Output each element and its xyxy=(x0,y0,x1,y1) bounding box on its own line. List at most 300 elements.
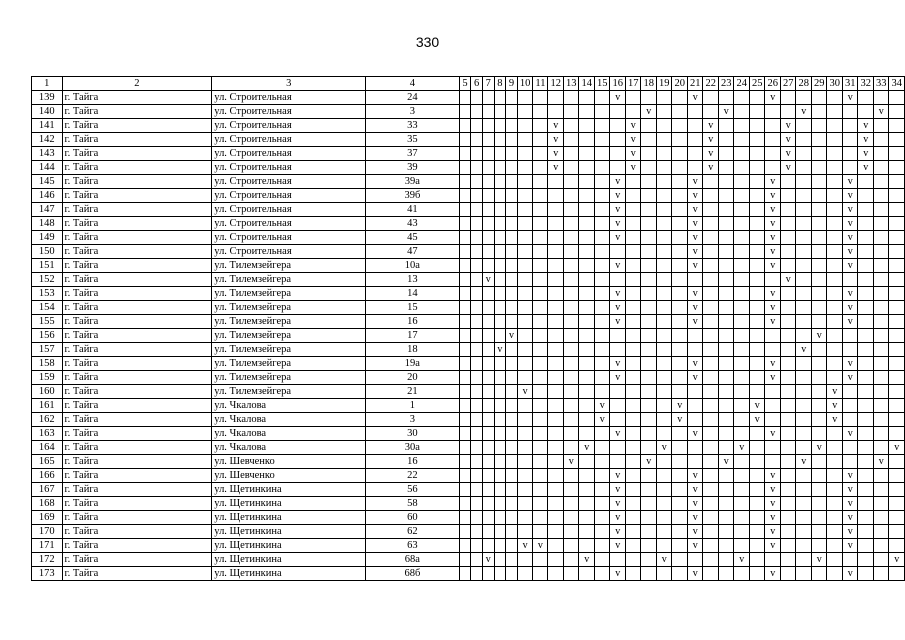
flag-cell xyxy=(780,203,796,217)
flag-cell xyxy=(641,469,657,483)
flag-cell xyxy=(579,105,595,119)
flag-cell xyxy=(703,245,719,259)
flag-cell xyxy=(494,301,506,315)
flag-cell xyxy=(749,483,765,497)
flag-mark: v xyxy=(625,147,641,161)
flag-cell xyxy=(687,343,703,357)
flag-cell xyxy=(858,357,874,371)
flag-cell xyxy=(718,553,734,567)
flag-cell xyxy=(594,245,610,259)
flag-cell xyxy=(506,455,518,469)
flag-mark: v xyxy=(563,455,579,469)
flag-cell xyxy=(656,273,672,287)
flag-cell xyxy=(873,511,889,525)
flag-cell xyxy=(656,511,672,525)
flag-cell xyxy=(765,147,781,161)
flag-cell xyxy=(718,357,734,371)
flag-mark: v xyxy=(703,147,719,161)
flag-cell xyxy=(796,217,812,231)
flag-cell xyxy=(494,287,506,301)
city-cell: г. Тайга xyxy=(62,147,212,161)
flag-cell xyxy=(796,413,812,427)
street-cell: ул. Тилемзейгера xyxy=(212,259,366,273)
flag-cell xyxy=(656,119,672,133)
flag-cell xyxy=(873,385,889,399)
flag-cell xyxy=(858,539,874,553)
flag-cell xyxy=(687,329,703,343)
flag-cell xyxy=(579,413,595,427)
city-cell: г. Тайга xyxy=(62,427,212,441)
flag-cell xyxy=(471,441,483,455)
flag-cell xyxy=(563,161,579,175)
flag-cell xyxy=(579,301,595,315)
flag-cell xyxy=(471,469,483,483)
flag-cell xyxy=(858,259,874,273)
flag-cell xyxy=(889,189,905,203)
street-cell: ул. Чкалова xyxy=(212,413,366,427)
flag-cell xyxy=(471,119,483,133)
flag-cell xyxy=(827,511,843,525)
flag-mark: v xyxy=(610,231,626,245)
flag-cell xyxy=(482,539,494,553)
flag-cell xyxy=(718,217,734,231)
flag-cell xyxy=(718,315,734,329)
flag-mark: v xyxy=(842,245,858,259)
house-number-cell: 13 xyxy=(366,273,460,287)
flag-mark: v xyxy=(533,539,548,553)
flag-cell xyxy=(656,413,672,427)
flag-mark: v xyxy=(765,301,781,315)
flag-mark: v xyxy=(796,455,812,469)
flag-cell xyxy=(625,525,641,539)
flag-cell xyxy=(506,497,518,511)
flag-cell xyxy=(858,371,874,385)
flag-mark: v xyxy=(765,203,781,217)
flag-cell xyxy=(625,259,641,273)
flag-cell xyxy=(656,203,672,217)
flag-cell xyxy=(641,315,657,329)
flag-cell xyxy=(765,455,781,469)
flag-cell xyxy=(734,245,750,259)
flag-cell xyxy=(610,161,626,175)
flag-cell xyxy=(827,497,843,511)
city-cell: г. Тайга xyxy=(62,133,212,147)
flag-cell xyxy=(517,175,533,189)
city-cell: г. Тайга xyxy=(62,357,212,371)
flag-mark: v xyxy=(811,553,827,567)
flag-cell xyxy=(641,357,657,371)
flag-cell xyxy=(471,203,483,217)
flag-cell xyxy=(889,525,905,539)
flag-cell xyxy=(796,371,812,385)
flag-cell xyxy=(811,455,827,469)
flag-cell xyxy=(749,119,765,133)
flag-cell xyxy=(858,399,874,413)
flag-cell xyxy=(718,567,734,581)
flag-cell xyxy=(672,553,688,567)
flag-cell xyxy=(594,483,610,497)
flag-mark: v xyxy=(687,231,703,245)
flag-cell xyxy=(548,483,564,497)
row-number-cell: 161 xyxy=(32,399,63,413)
flag-cell xyxy=(594,91,610,105)
flag-cell xyxy=(858,567,874,581)
flag-cell xyxy=(482,371,494,385)
flag-cell xyxy=(563,189,579,203)
flag-cell xyxy=(749,315,765,329)
flag-cell xyxy=(625,357,641,371)
flag-mark: v xyxy=(842,483,858,497)
flag-cell xyxy=(506,469,518,483)
flag-cell xyxy=(827,161,843,175)
flag-cell xyxy=(749,287,765,301)
flag-cell xyxy=(641,441,657,455)
flag-mark: v xyxy=(625,161,641,175)
flag-cell xyxy=(703,329,719,343)
flag-cell xyxy=(625,245,641,259)
flag-cell xyxy=(563,385,579,399)
city-cell: г. Тайга xyxy=(62,161,212,175)
column-header: 18 xyxy=(641,77,657,91)
flag-mark: v xyxy=(765,483,781,497)
flag-cell xyxy=(749,189,765,203)
flag-mark: v xyxy=(687,217,703,231)
flag-mark: v xyxy=(579,441,595,455)
flag-cell xyxy=(517,497,533,511)
flag-cell xyxy=(594,567,610,581)
house-number-cell: 21 xyxy=(366,385,460,399)
flag-cell xyxy=(734,385,750,399)
flag-cell xyxy=(482,427,494,441)
flag-cell xyxy=(873,217,889,231)
city-cell: г. Тайга xyxy=(62,315,212,329)
flag-mark: v xyxy=(858,161,874,175)
flag-cell xyxy=(494,567,506,581)
row-number-cell: 150 xyxy=(32,245,63,259)
flag-cell xyxy=(494,231,506,245)
flag-cell xyxy=(749,427,765,441)
flag-cell xyxy=(796,441,812,455)
flag-cell xyxy=(563,315,579,329)
row-number-cell: 141 xyxy=(32,119,63,133)
flag-cell xyxy=(827,147,843,161)
flag-mark: v xyxy=(687,301,703,315)
flag-cell xyxy=(594,287,610,301)
flag-cell xyxy=(796,161,812,175)
flag-cell xyxy=(548,105,564,119)
flag-cell xyxy=(672,91,688,105)
flag-cell xyxy=(459,91,471,105)
table-row xyxy=(32,427,905,441)
city-cell: г. Тайга xyxy=(62,189,212,203)
flag-cell xyxy=(594,497,610,511)
flag-cell xyxy=(533,553,548,567)
flag-cell xyxy=(459,427,471,441)
flag-mark: v xyxy=(765,497,781,511)
flag-cell xyxy=(889,105,905,119)
flag-cell xyxy=(594,357,610,371)
flag-cell xyxy=(471,357,483,371)
flag-cell xyxy=(672,175,688,189)
flag-cell xyxy=(594,441,610,455)
table-row xyxy=(32,525,905,539)
row-number-cell: 140 xyxy=(32,105,63,119)
flag-mark: v xyxy=(765,175,781,189)
flag-cell xyxy=(533,413,548,427)
flag-cell xyxy=(482,497,494,511)
flag-cell xyxy=(873,427,889,441)
flag-cell xyxy=(563,203,579,217)
flag-cell xyxy=(734,189,750,203)
flag-cell xyxy=(889,287,905,301)
flag-cell xyxy=(579,133,595,147)
flag-cell xyxy=(889,245,905,259)
flag-cell xyxy=(533,259,548,273)
flag-cell xyxy=(749,245,765,259)
table-row xyxy=(32,105,905,119)
flag-mark: v xyxy=(656,553,672,567)
flag-cell xyxy=(533,287,548,301)
flag-cell xyxy=(494,105,506,119)
flag-cell xyxy=(548,91,564,105)
row-number-cell: 145 xyxy=(32,175,63,189)
city-cell: г. Тайга xyxy=(62,287,212,301)
flag-cell xyxy=(718,483,734,497)
flag-cell xyxy=(517,91,533,105)
flag-cell xyxy=(780,175,796,189)
flag-cell xyxy=(563,133,579,147)
flag-cell xyxy=(625,301,641,315)
flag-cell xyxy=(734,455,750,469)
flag-cell xyxy=(889,133,905,147)
flag-cell xyxy=(656,399,672,413)
flag-cell xyxy=(563,217,579,231)
flag-cell xyxy=(656,329,672,343)
flag-cell xyxy=(563,301,579,315)
flag-cell xyxy=(734,371,750,385)
row-number-cell: 151 xyxy=(32,259,63,273)
flag-cell xyxy=(494,483,506,497)
flag-cell xyxy=(625,427,641,441)
flag-cell xyxy=(889,119,905,133)
house-number-cell: 3 xyxy=(366,105,460,119)
flag-cell xyxy=(672,511,688,525)
column-header: 23 xyxy=(718,77,734,91)
flag-cell xyxy=(459,539,471,553)
flag-cell xyxy=(873,441,889,455)
flag-mark: v xyxy=(842,357,858,371)
flag-cell xyxy=(796,469,812,483)
flag-cell xyxy=(625,315,641,329)
flag-cell xyxy=(482,105,494,119)
flag-cell xyxy=(858,315,874,329)
flag-cell xyxy=(594,315,610,329)
flag-cell xyxy=(533,315,548,329)
flag-cell xyxy=(656,343,672,357)
street-cell: ул. Строительная xyxy=(212,203,366,217)
flag-cell xyxy=(749,231,765,245)
flag-mark: v xyxy=(548,147,564,161)
flag-mark: v xyxy=(765,539,781,553)
flag-cell xyxy=(548,231,564,245)
flag-cell xyxy=(703,315,719,329)
flag-cell xyxy=(471,189,483,203)
flag-cell xyxy=(517,357,533,371)
row-number-cell: 167 xyxy=(32,483,63,497)
flag-cell xyxy=(610,105,626,119)
table-row xyxy=(32,287,905,301)
flag-cell xyxy=(471,371,483,385)
flag-mark: v xyxy=(765,189,781,203)
flag-cell xyxy=(656,189,672,203)
row-number-cell: 149 xyxy=(32,231,63,245)
flag-mark: v xyxy=(858,147,874,161)
flag-cell xyxy=(703,259,719,273)
flag-cell xyxy=(873,497,889,511)
flag-cell xyxy=(672,427,688,441)
flag-cell xyxy=(625,385,641,399)
flag-cell xyxy=(873,399,889,413)
flag-cell xyxy=(459,245,471,259)
table-row xyxy=(32,385,905,399)
column-header: 28 xyxy=(796,77,812,91)
flag-mark: v xyxy=(765,469,781,483)
column-header: 4 xyxy=(366,77,460,91)
flag-mark: v xyxy=(842,427,858,441)
flag-cell xyxy=(765,329,781,343)
flag-cell xyxy=(563,343,579,357)
flag-cell xyxy=(687,273,703,287)
flag-cell xyxy=(811,189,827,203)
city-cell: г. Тайга xyxy=(62,525,212,539)
flag-cell xyxy=(734,469,750,483)
flag-cell xyxy=(656,357,672,371)
street-cell: ул. Тилемзейгера xyxy=(212,273,366,287)
flag-cell xyxy=(459,273,471,287)
flag-cell xyxy=(718,469,734,483)
flag-cell xyxy=(579,343,595,357)
flag-cell xyxy=(765,105,781,119)
flag-cell xyxy=(703,203,719,217)
flag-cell xyxy=(594,161,610,175)
flag-mark: v xyxy=(610,427,626,441)
flag-mark: v xyxy=(765,245,781,259)
flag-cell xyxy=(718,427,734,441)
flag-cell xyxy=(548,357,564,371)
flag-mark: v xyxy=(765,427,781,441)
flag-cell xyxy=(889,371,905,385)
flag-cell xyxy=(780,357,796,371)
flag-cell xyxy=(749,161,765,175)
flag-cell xyxy=(517,203,533,217)
flag-cell xyxy=(749,217,765,231)
flag-cell xyxy=(811,399,827,413)
house-number-cell: 14 xyxy=(366,287,460,301)
column-header: 21 xyxy=(687,77,703,91)
flag-cell xyxy=(672,455,688,469)
flag-cell xyxy=(703,371,719,385)
flag-cell xyxy=(889,329,905,343)
flag-cell xyxy=(718,525,734,539)
flag-cell xyxy=(858,413,874,427)
flag-cell xyxy=(494,273,506,287)
row-number-cell: 139 xyxy=(32,91,63,105)
flag-cell xyxy=(517,217,533,231)
flag-cell xyxy=(459,511,471,525)
flag-cell xyxy=(641,203,657,217)
flag-mark: v xyxy=(765,525,781,539)
flag-cell xyxy=(533,273,548,287)
flag-cell xyxy=(579,217,595,231)
flag-mark: v xyxy=(610,189,626,203)
flag-cell xyxy=(672,329,688,343)
flag-cell xyxy=(517,553,533,567)
flag-cell xyxy=(749,91,765,105)
flag-cell xyxy=(459,175,471,189)
street-cell: ул. Щетинкина xyxy=(212,525,366,539)
flag-mark: v xyxy=(672,399,688,413)
flag-cell xyxy=(533,161,548,175)
flag-cell xyxy=(873,273,889,287)
flag-cell xyxy=(594,539,610,553)
flag-cell xyxy=(625,343,641,357)
flag-cell xyxy=(827,483,843,497)
street-cell: ул. Тилемзейгера xyxy=(212,385,366,399)
flag-cell xyxy=(703,301,719,315)
flag-cell xyxy=(734,273,750,287)
flag-cell xyxy=(858,427,874,441)
flag-mark: v xyxy=(780,273,796,287)
row-number-cell: 160 xyxy=(32,385,63,399)
flag-cell xyxy=(827,217,843,231)
flag-cell xyxy=(494,371,506,385)
flag-mark: v xyxy=(687,203,703,217)
flag-cell xyxy=(471,217,483,231)
flag-cell xyxy=(811,483,827,497)
table-row xyxy=(32,161,905,175)
flag-cell xyxy=(548,245,564,259)
flag-cell xyxy=(718,147,734,161)
flag-cell xyxy=(656,525,672,539)
flag-cell xyxy=(506,539,518,553)
flag-cell xyxy=(687,441,703,455)
flag-cell xyxy=(672,259,688,273)
flag-cell xyxy=(811,385,827,399)
flag-cell xyxy=(672,161,688,175)
flag-cell xyxy=(734,343,750,357)
flag-cell xyxy=(749,441,765,455)
flag-mark: v xyxy=(842,175,858,189)
flag-cell xyxy=(780,497,796,511)
flag-cell xyxy=(494,329,506,343)
flag-cell xyxy=(459,525,471,539)
flag-cell xyxy=(641,161,657,175)
flag-cell xyxy=(889,483,905,497)
flag-cell xyxy=(594,203,610,217)
flag-cell xyxy=(656,539,672,553)
city-cell: г. Тайга xyxy=(62,329,212,343)
flag-cell xyxy=(579,287,595,301)
flag-cell xyxy=(703,175,719,189)
table-row xyxy=(32,413,905,427)
flag-cell xyxy=(780,217,796,231)
flag-cell xyxy=(811,133,827,147)
flag-cell xyxy=(471,175,483,189)
flag-cell xyxy=(641,497,657,511)
street-cell: ул. Щетинкина xyxy=(212,483,366,497)
column-header: 32 xyxy=(858,77,874,91)
house-number-cell: 18 xyxy=(366,343,460,357)
